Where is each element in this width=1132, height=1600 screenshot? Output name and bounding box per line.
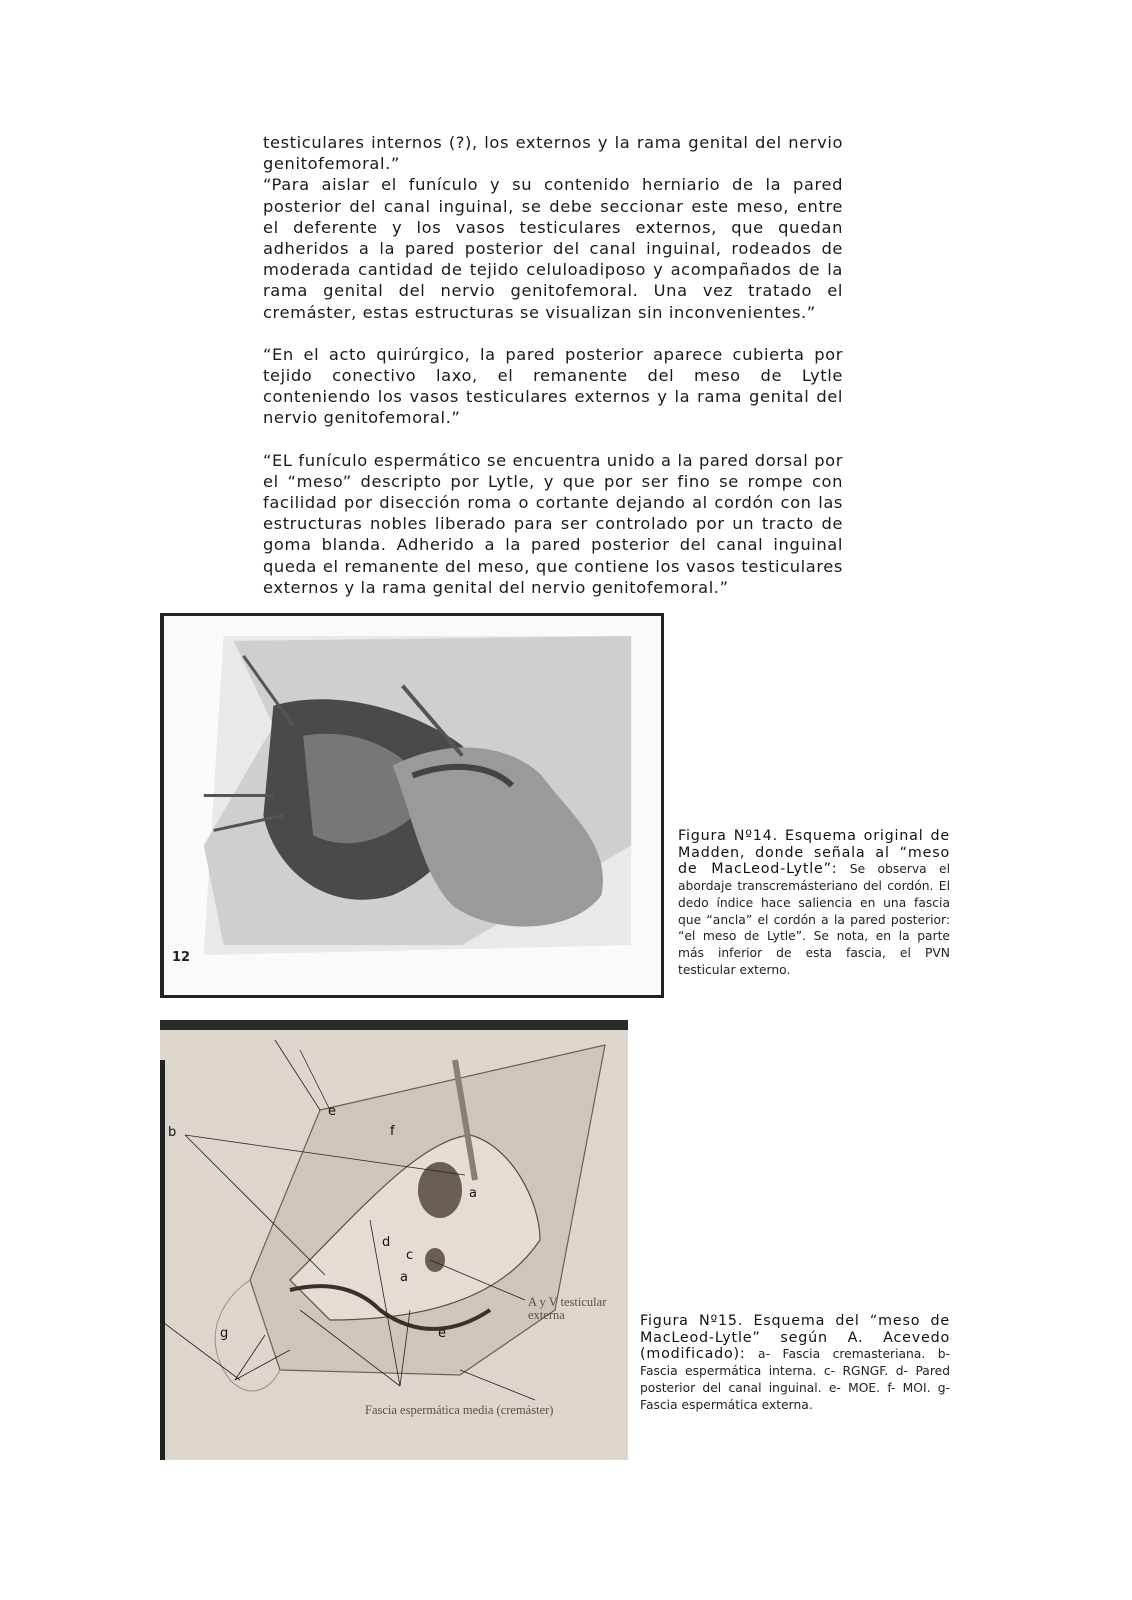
caption-heading: Figura Nº15. Esquema del “meso de MacLeod-Lytle” según A. Acevedo (modificado):	[640, 1313, 950, 1363]
label-e-bottom: e	[438, 1326, 446, 1341]
label-e-top: e	[328, 1104, 336, 1119]
figure-number: 12	[172, 950, 191, 965]
label-a-bottom: a	[400, 1270, 408, 1285]
label-b: b	[168, 1125, 177, 1140]
body-text	[263, 132, 843, 598]
caption-body: Se observa el abordaje transcremásteriano del cordón. El dedo índice hace saliencia en una fascia que “ancla” el cordón a la pared posterior: “el meso de Lytle”. Se nota, en la parte más inferior de esta fascia, el PVN testicular externo.	[678, 862, 950, 977]
paragraph: testiculares internos (?), los externos y la rama genital del nervio genitofemoral.”	[263, 133, 843, 174]
anatomical-sketch	[160, 1020, 628, 1460]
label-c: c	[406, 1248, 414, 1263]
label-d: d	[382, 1235, 391, 1250]
label-f: f	[390, 1124, 395, 1139]
surgical-drawing	[164, 616, 661, 995]
figure-14-illustration	[160, 613, 664, 998]
caption-heading: Figura Nº14. Esquema original de Madden, donde señala al “meso de MacLeod-Lytle”:	[678, 828, 950, 878]
paragraph: “En el acto quirúrgico, la pared posterior aparece cubierta por tejido conectivo laxo, el remanente del meso de Lytle conteniendo los vasos testiculares externos y la rama genital del nervio genitofemoral.”	[263, 344, 843, 428]
vessel-label: A y V testicular externa	[528, 1295, 607, 1322]
label-g: g	[220, 1326, 229, 1341]
figure-15-caption	[640, 1313, 950, 1413]
caption-body: a- Fascia cremasteriana. b- Fascia espermática interna. c- RGNGF. d- Pared posterior del canal inguinal. e- MOE. f- MOI. g- Fascia espermática externa.	[640, 1347, 950, 1412]
label-a-top: a	[469, 1186, 477, 1201]
figure-14-caption	[678, 828, 950, 978]
fascia-label: Fascia espermática media (cremáster)	[365, 1403, 554, 1417]
figure-15-illustration	[160, 1020, 628, 1460]
paragraph: “Para aislar el funículo y su contenido herniario de la pared posterior del canal inguinal, se debe seccionar este meso, entre el deferente y los vasos testiculares externos, que quedan adheridos a la pared posterior del canal inguinal, rodeados de moderada cantidad de tejido celuloadiposo y acompañados de la rama genital del nervio genitofemoral. Una vez tratado el cremáster, estas estructuras se visualizan sin inconvenientes.”	[263, 175, 843, 322]
paragraph: “EL funículo espermático se encuentra unido a la pared dorsal por el “meso” descripto por Lytle, y que por ser fino se rompe con facilidad por disección roma o cortante dejando al cordón con las estructuras nobles liberado para ser controlado por un tracto de goma blanda. Adherido a la pared posterior del canal inguinal queda el remanente del meso, que contiene los vasos testiculares externos y la rama genital del nervio genitofemoral.”	[263, 450, 843, 597]
